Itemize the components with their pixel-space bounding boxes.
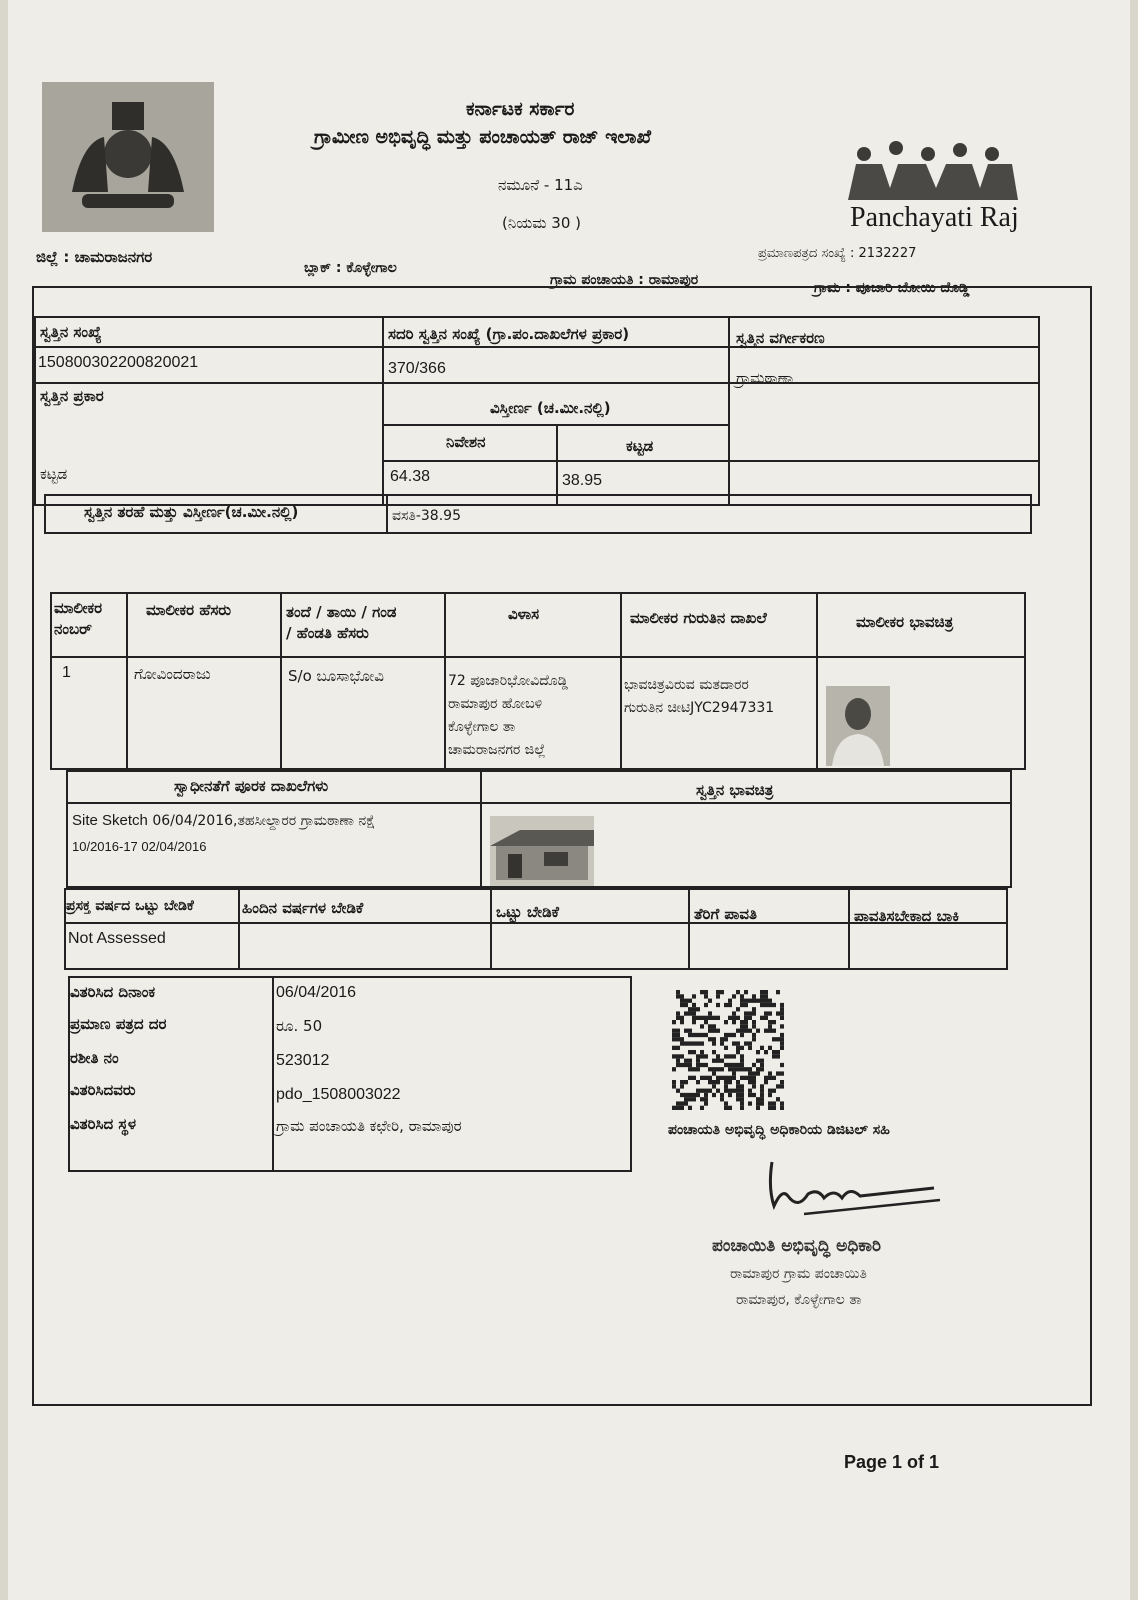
property-photo-header: ಸ್ವತ್ತಿನ ಭಾವಚಿತ್ರ: [696, 781, 774, 799]
stamp-line-3: ರಾಮಾಪುರ, ಕೊಳ್ಳೇಗಾಲ ತಾ: [736, 1292, 862, 1308]
department-title: ಗ್ರಾಮೀಣ ಅಭಿವೃದ್ಧಿ ಮತ್ತು ಪಂಚಾಯತ್ ರಾಜ್ ಇಲಾಖೆ: [314, 126, 652, 148]
area-label: ವಿಸ್ತೀರ್ಣ (ಚ.ಮೀ.ನಲ್ಲಿ): [490, 399, 611, 417]
tax-header-current: ಪ್ರಸಕ್ತ ವರ್ಷದ ಒಟ್ಟು ಬೇಡಿಕೆ: [66, 898, 194, 914]
gram-panchayat: ಗ್ರಾಮ ಪಂಚಾಯತಿ : ರಾಮಾಪುರ: [550, 272, 699, 288]
officer-signature-icon: [764, 1158, 944, 1228]
classification-value: ಗ್ರಾಮಠಾಣಾ: [736, 369, 794, 387]
tax-table: [64, 888, 1008, 970]
stamp-line-1: ಪಂಚಾಯಿತಿ ಅಭಿವೃದ್ಧಿ ಅಧಿಕಾರಿ: [712, 1236, 881, 1256]
village: ಗ್ರಾಮ : ಪೂಜಾರಿ ಬೋಯಿ ದೊಡ್ಡಿ: [814, 280, 970, 296]
document-sheet: [8, 0, 1130, 1600]
digital-signature-caption: ಪಂಚಾಯತಿ ಅಭಿವೃದ್ಧಿ ಅಧಿಕಾರಿಯ ಡಿಜಿಟಲ್ ಸಹಿ: [668, 1122, 890, 1138]
issue-place-label: ವಿತರಿಸಿದ ಸ್ಥಳ: [70, 1115, 137, 1133]
owner-number: 1: [62, 664, 71, 681]
block: ಬ್ಲಾಕ್ : ಕೊಳ್ಳೇಗಾಲ: [304, 260, 397, 276]
classification-label: ಸ್ವತ್ತಿನ ವರ್ಗೀಕರಣ: [736, 329, 825, 347]
owner-name: ಗೋವಿಂದರಾಜು: [134, 665, 211, 683]
form-number: ನಮೂನೆ - 11ಎ: [498, 176, 583, 194]
site-area-value: 64.38: [390, 468, 431, 485]
tax-header-paid: ತೆರಿಗೆ ಪಾವತಿ: [694, 905, 757, 923]
property-type-label: ಸ್ವತ್ತಿನ ಪ್ರಕಾರ: [40, 387, 104, 405]
local-number-value: 370/366: [388, 360, 446, 377]
qr-code-icon: [672, 990, 784, 1110]
owners-header-name: ಮಾಲೀಕರ ಹೆಸರು: [146, 601, 232, 619]
tax-status: Not Assessed: [68, 930, 166, 947]
rule-number: (ನಿಯಮ 30 ): [502, 214, 581, 232]
owner-id-document: ಭಾವಚಿತ್ರವಿರುವ ಮತದಾರರ ಗುರುತಿನ ಚೀಟಿJYC2947331: [624, 677, 775, 716]
property-type-value: ಕಟ್ಟಡ: [40, 465, 68, 483]
building-area-value: 38.95: [562, 472, 603, 489]
receipt-number-label: ರಶೀತಿ ನಂ: [70, 1049, 119, 1067]
certificate-fee-value: ರೂ. 50: [276, 1017, 323, 1035]
property-id-value: 150800302200820021: [38, 354, 199, 371]
issue-place-value: ಗ್ರಾಮ ಪಂಚಾಯತಿ ಕಛೇರಿ, ರಾಮಾಪುರ: [276, 1117, 462, 1135]
karnataka-emblem-icon: [42, 82, 214, 232]
certificate-number: ಪ್ರಮಾಣಪತ್ರದ ಸಂಖ್ಯೆ : 2132227: [758, 246, 917, 261]
issue-date-value: 06/04/2016: [276, 984, 357, 1001]
owner-relation: S/o ಬೂಸಾಭೋವಿ: [288, 667, 384, 685]
document-line-1: Site Sketch 06/04/2016,ತಹಸೀಲ್ದಾರರ ಗ್ರಾಮಠಾಣಾ ನಕ್ಷೆ: [72, 812, 376, 829]
usage-label: ಸ್ವತ್ತಿನ ತರಹೆ ಮತ್ತು ವಿಸ್ತೀರ್ಣ(ಚ.ಮೀ.ನಲ್ಲಿ): [84, 503, 299, 521]
site-area-label: ನಿವೇಶನ: [446, 433, 486, 451]
page-number: Page 1 of 1: [844, 1452, 940, 1472]
issue-date-label: ವಿತರಿಸಿದ ದಿನಾಂಕ: [70, 983, 156, 1001]
district: ಜಿಲ್ಲೆ : ಚಾಮರಾಜನಗರ: [36, 248, 153, 266]
tax-header-total: ಒಟ್ಟು ಬೇಡಿಕೆ: [496, 903, 559, 921]
usage-value: ವಸತಿ-38.95: [392, 508, 461, 524]
issued-by-value: pdo_1508003022: [276, 1086, 401, 1103]
certificate-fee-label: ಪ್ರಮಾಣ ಪತ್ರದ ದರ: [70, 1015, 167, 1033]
property-id-label: ಸ್ವತ್ತಿನ ಸಂಖ್ಯೆ: [40, 323, 102, 341]
panchayati-raj-logo-text: Panchayati Raj: [850, 202, 1019, 233]
panchayati-raj-logo-icon: [846, 140, 1021, 200]
owners-header-photo: ಮಾಲೀಕರ ಭಾವಚಿತ್ರ: [856, 613, 954, 631]
local-number-label: ಸದರಿ ಸ್ವತ್ತಿನ ಸಂಖ್ಯೆ (ಗ್ರಾ.ಪಂ.ದಾಖಲೆಗಳ ಪ್ರಕಾರ): [388, 325, 630, 343]
tax-header-previous: ಹಿಂದಿನ ವರ್ಷಗಳ ಬೇಡಿಕೆ: [242, 899, 364, 917]
building-area-label: ಕಟ್ಟಡ: [626, 437, 654, 455]
owner-address: 72 ಪೂಜಾರಿಭೋವಿದೊಡ್ಡಿ ರಾಮಾಪುರ ಹೋಬಳಿ ಕೊಳ್ಳೇಗಾಲ ತಾ ಚಾಮರಾಜನಗರ ಜಿಲ್ಲೆ: [448, 673, 569, 758]
issued-by-label: ವಿತರಿಸಿದವರು: [70, 1081, 136, 1099]
issue-table: [68, 976, 632, 1172]
owner-photo: [826, 686, 890, 766]
government-title: ಕರ್ನಾಟಕ ಸರ್ಕಾರ: [466, 98, 575, 120]
owners-header-id: ಮಾಲೀಕರ ಗುರುತಿನ ದಾಖಲೆ: [630, 609, 767, 627]
owners-header-relation: ತಂದೆ / ತಾಯಿ / ಗಂಡ / ಹೆಂಡತಿ ಹೆಸರು: [286, 603, 397, 642]
document-line-2: 10/2016-17 02/04/2016: [72, 839, 207, 854]
stamp-line-2: ರಾಮಾಪುರ ಗ್ರಾಮ ಪಂಚಾಯಿತಿ: [730, 1266, 867, 1282]
property-photo: [490, 816, 594, 886]
owners-header-no: ಮಾಲೀಕರ ನಂಬರ್: [54, 599, 103, 638]
tax-header-balance: ಪಾವತಿಸಬೇಕಾದ ಬಾಕಿ: [854, 907, 960, 925]
documents-header: ಸ್ವಾಧೀನತೆಗೆ ಪೂರಕ ದಾಖಲೆಗಳು: [174, 777, 329, 795]
owners-header-address: ವಿಳಾಸ: [508, 605, 540, 623]
receipt-number-value: 523012: [276, 1052, 330, 1069]
